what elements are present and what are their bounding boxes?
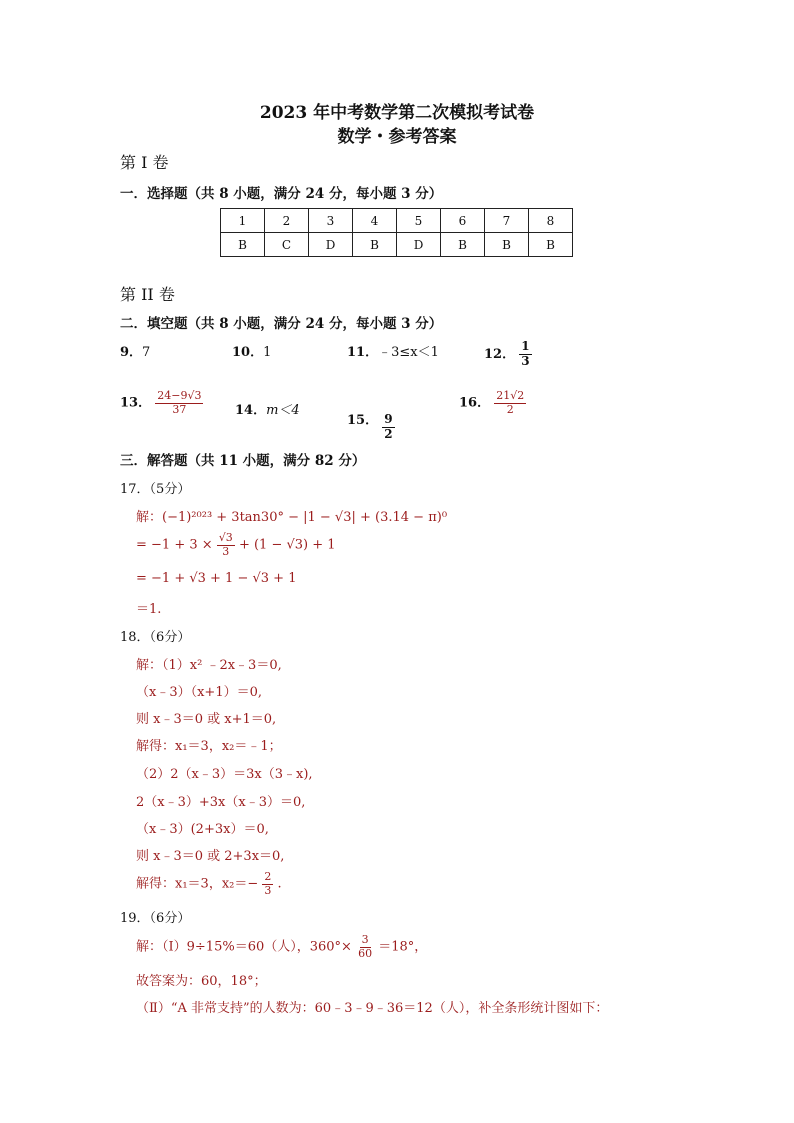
question-number-cell: 5	[397, 209, 441, 233]
question-label: 11．	[347, 345, 379, 360]
answer-text: ﹣3≤x＜1	[378, 345, 439, 360]
fraction-denominator: 3	[222, 544, 230, 558]
fraction-numerator: 2	[264, 870, 272, 883]
q17-line-3: = −1 + √3 + 1 − √3 + 1	[136, 571, 297, 586]
question-number-cell: 2	[265, 209, 309, 233]
answer-cell: B	[441, 233, 485, 257]
fill-answer-12	[484, 340, 532, 369]
answer-text: 1	[263, 345, 272, 360]
expression-part: 解得：x₁＝3，x₂＝−	[136, 876, 259, 892]
answer-text: m＜4	[266, 403, 300, 418]
q18-line-8: 则 x﹣3＝0 或 2+3x＝0,	[136, 849, 285, 864]
section-fill-heading: 二．填空题（共 8 小题，满分 24 分，每小题 3 分）	[120, 316, 443, 332]
answer-table	[220, 208, 573, 257]
q17-line-1: 解：(−1)²⁰²³ + 3tan30° − |1 − √3| + (3.14 − π)⁰	[136, 510, 448, 525]
answer-table-number-row	[221, 209, 573, 233]
fill-answer-10	[232, 341, 271, 360]
q19-line-2: 故答案为：60，18°；	[136, 974, 267, 989]
fraction-numerator: 21√2	[496, 389, 525, 402]
fraction-numerator: 1	[521, 339, 530, 353]
fill-answer-9	[120, 341, 150, 360]
part-one-heading: 第 I 卷	[120, 153, 169, 172]
sqrt3-over-3-fraction	[217, 532, 235, 558]
q18-line-1: 解：（1）x² ﹣2x﹣3＝0,	[136, 658, 282, 673]
fraction-denominator: 3	[264, 883, 272, 897]
q18-line-5: （2）2（x﹣3）＝3x（3﹣x),	[136, 767, 313, 782]
expression-part: ＝18°，	[378, 939, 428, 955]
q19-line-3: （Ⅱ）“A 非常支持”的人数为：60﹣3﹣9﹣36＝12（人），补全条形统计图如下：	[136, 1001, 609, 1016]
question-label: 10．	[232, 345, 264, 360]
question-label: 14．	[235, 403, 267, 418]
q18-line-9	[136, 871, 282, 897]
section-choice-heading: 一．选择题（共 8 小题，满分 24 分，每小题 3 分）	[120, 186, 443, 202]
q19-header: 19．（6分）	[120, 911, 191, 926]
fraction-numerator: √3	[218, 531, 233, 544]
q18-line-6: 2（x﹣3）+3x（x﹣3）＝0,	[136, 795, 306, 810]
question-label: 16．	[459, 395, 491, 411]
two-thirds-fraction	[262, 871, 273, 897]
q17-line-2	[136, 532, 336, 558]
answer-fraction	[519, 340, 531, 369]
question-number-cell: 4	[353, 209, 397, 233]
fraction-denominator: 3	[521, 353, 530, 368]
answer-text: 7	[142, 345, 151, 360]
question-number-cell: 1	[221, 209, 265, 233]
answer-fraction	[494, 390, 526, 416]
fill-answer-14	[235, 399, 300, 418]
expression-part: = −1 + 3 ×	[136, 537, 213, 553]
question-number-cell: 7	[485, 209, 529, 233]
fraction-denominator: 37	[172, 402, 187, 416]
fill-answer-15	[347, 399, 395, 442]
q17-header: 17．（5分）	[120, 482, 191, 497]
answer-cell: C	[265, 233, 309, 257]
fraction-denominator: 60	[358, 946, 373, 960]
fill-answer-16	[459, 390, 526, 416]
q18-header: 18．（6分）	[120, 630, 191, 645]
q17-line-4: ＝1.	[136, 602, 162, 617]
answer-cell: B	[485, 233, 529, 257]
part-two-heading: 第 II 卷	[120, 285, 175, 304]
q18-line-2: （x﹣3）（x+1）＝0,	[136, 685, 263, 700]
answer-cell: D	[309, 233, 353, 257]
answer-cell: B	[529, 233, 573, 257]
fraction-denominator: 2	[384, 426, 393, 441]
question-number-cell: 6	[441, 209, 485, 233]
fill-answer-11	[347, 341, 439, 360]
answer-cell: B	[353, 233, 397, 257]
question-number-cell: 3	[309, 209, 353, 233]
answer-cell: D	[397, 233, 441, 257]
q18-line-7: （x﹣3）(2+3x）＝0,	[136, 822, 269, 837]
fraction-numerator: 9	[384, 412, 393, 426]
fraction-numerator: 24−9√3	[157, 389, 202, 402]
expression-part: .	[277, 876, 282, 892]
expression-part: + (1 − √3) + 1	[238, 537, 336, 553]
expression-part: 解：（Ⅰ）9÷15%＝60（人），360°×	[136, 939, 352, 955]
answer-cell: B	[221, 233, 265, 257]
answer-fraction	[382, 413, 394, 442]
q19-line-1	[136, 934, 427, 960]
answer-fraction	[155, 390, 203, 416]
fraction-numerator: 3	[361, 933, 369, 946]
question-label: 15．	[347, 412, 379, 428]
q18-line-3: 则 x﹣3＝0 或 x+1＝0,	[136, 712, 277, 727]
exam-subtitle: 数学・参考答案	[337, 127, 457, 147]
question-label: 12．	[484, 346, 516, 362]
question-number-cell: 8	[529, 209, 573, 233]
question-label: 9．	[120, 345, 143, 360]
three-sixtieths-fraction	[356, 934, 374, 960]
q18-line-4: 解得：x₁＝3，x₂＝﹣1；	[136, 739, 282, 754]
section-solve-heading: 三．解答题（共 11 小题，满分 82 分）	[120, 453, 366, 469]
answer-table-answer-row	[221, 233, 573, 257]
fill-answer-13	[120, 390, 203, 416]
question-label: 13．	[120, 395, 152, 411]
fraction-denominator: 2	[506, 402, 514, 416]
exam-title: 2023 年中考数学第二次模拟考试卷	[259, 103, 535, 123]
